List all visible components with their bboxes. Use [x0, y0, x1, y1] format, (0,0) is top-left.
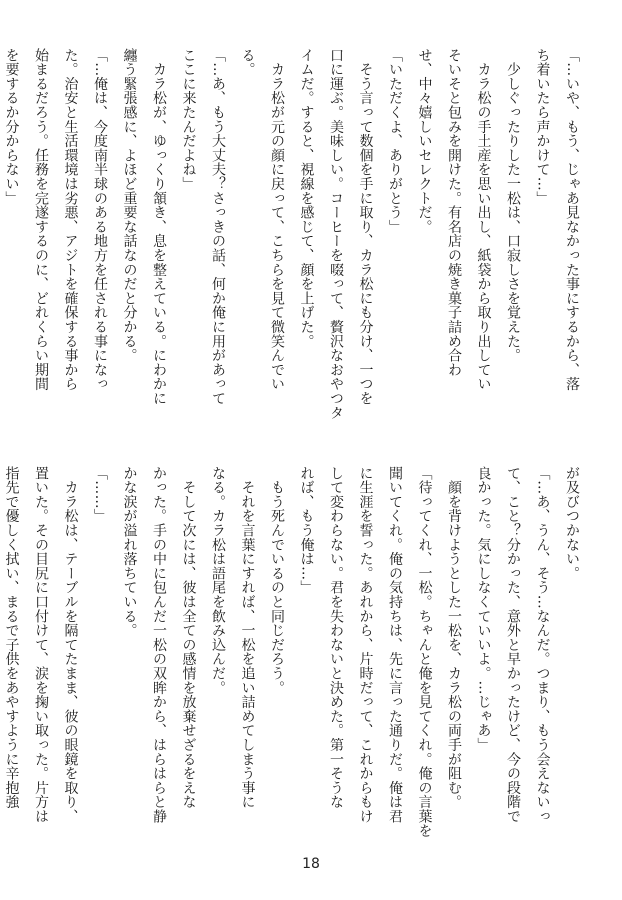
- page-number: 18: [302, 856, 320, 872]
- text-line: それを言葉にすれば、一松を追い詰めてしまう事に: [239, 466, 256, 810]
- text-block-upper: [0, 48, 586, 418]
- text-line: る。: [239, 48, 256, 77]
- text-line: 良かった。気にしなくていいよ。…じゃあ」: [475, 466, 492, 752]
- text-line: た。治安と生活環境は劣悪、アジトを確保する事から: [62, 48, 79, 392]
- text-line: 「…俺は、今度南半球のある地方を任される事になっ: [92, 48, 108, 392]
- text-line: 「…あ、うん、そう…なんだ。つまり、もう会えないっ: [534, 466, 551, 824]
- text-line: 纏う緊張感に、よほど重要な話なのだと分かる。: [121, 48, 138, 363]
- text-line: を要するか分からない」: [3, 48, 20, 206]
- text-block-lower: [0, 466, 586, 836]
- text-line: 指先で優しく拭い、まるで子供をあやすように辛抱強: [3, 466, 20, 810]
- text-line: 始まるだろう。任務を完遂するのに、どれくらい期間: [33, 48, 49, 392]
- text-line: イムだ。すると、視線を感じて、顔を上げた。: [298, 48, 315, 349]
- text-line: もう死んでいるのと同じだろう。: [269, 466, 285, 695]
- text-line: 聞いてくれ。俺の気持ちは、先に言った通りだ。俺は君: [387, 466, 403, 824]
- text-line: なる。カラ松は語尾を飲み込んだ。: [210, 466, 226, 695]
- text-line: 顔を背けようとした一松を、カラ松の両手が阻む。: [446, 466, 462, 810]
- text-line: に生涯を誓った。あれから、片時だって、これからもけ: [357, 466, 374, 824]
- text-line: 「いただくよ、ありがとう」: [387, 48, 403, 234]
- text-line: せ、中々嬉しいセレクトだ。: [416, 48, 433, 234]
- text-line: そう言って数個を手に取り、カラ松にも分け、一つを: [357, 48, 374, 406]
- text-line: カラ松が、ゆっくり頷き、息を整えている。にわかに: [151, 48, 167, 406]
- text-line: ち着いたら声かけて…」: [534, 48, 551, 206]
- text-line: ここに来たんだよね」: [180, 48, 197, 191]
- text-line: 「……」: [92, 466, 108, 524]
- text-line: カラ松は、テーブルを隔てたまま、彼の眼鏡を取り、: [62, 466, 79, 824]
- text-line: かった。手の中に包んだ一松の双眸から、はらはらと静: [151, 466, 167, 824]
- text-line: して変わらない。君を失わないと決めた。第一そうな: [328, 466, 344, 810]
- text-line: て、こと？分かった、意外と早かったけど、今の段階で: [505, 466, 521, 824]
- text-line: 口に運ぶ。美味しい。コーヒーを啜って、贅沢なおやつタ: [328, 48, 344, 420]
- text-line: かな涙が溢れ落ちている。: [121, 466, 138, 638]
- text-line: が及びつかない。: [564, 466, 580, 581]
- text-line: カラ松の手土産を思い出し、紙袋から取り出してい: [475, 48, 492, 392]
- text-line: 「…いや、もう、じゃあ見なかった事にするから、落: [564, 48, 580, 392]
- text-line: れば、もう俺は…」: [298, 466, 315, 595]
- text-line: 置いた。その目尻に口付けて、涙を掬い取った。片方は: [33, 466, 49, 824]
- text-line: そいそと包みを開けた。有名店の焼き菓子詰め合わ: [446, 48, 462, 377]
- text-line: 「…あ、もう大丈夫？さっきの話、何か俺に用があって: [210, 48, 226, 406]
- text-line: 少しぐったりした一松は、口寂しさを覚えた。: [505, 48, 521, 363]
- text-line: そして次には、彼は全ての感情を放棄せざるをえな: [180, 466, 197, 810]
- text-line: カラ松が元の顔に戻って、こちらを見て微笑んでい: [269, 48, 285, 392]
- text-line: 「待ってくれ、一松。ちゃんと俺を見てくれ。俺の言葉を: [416, 466, 433, 838]
